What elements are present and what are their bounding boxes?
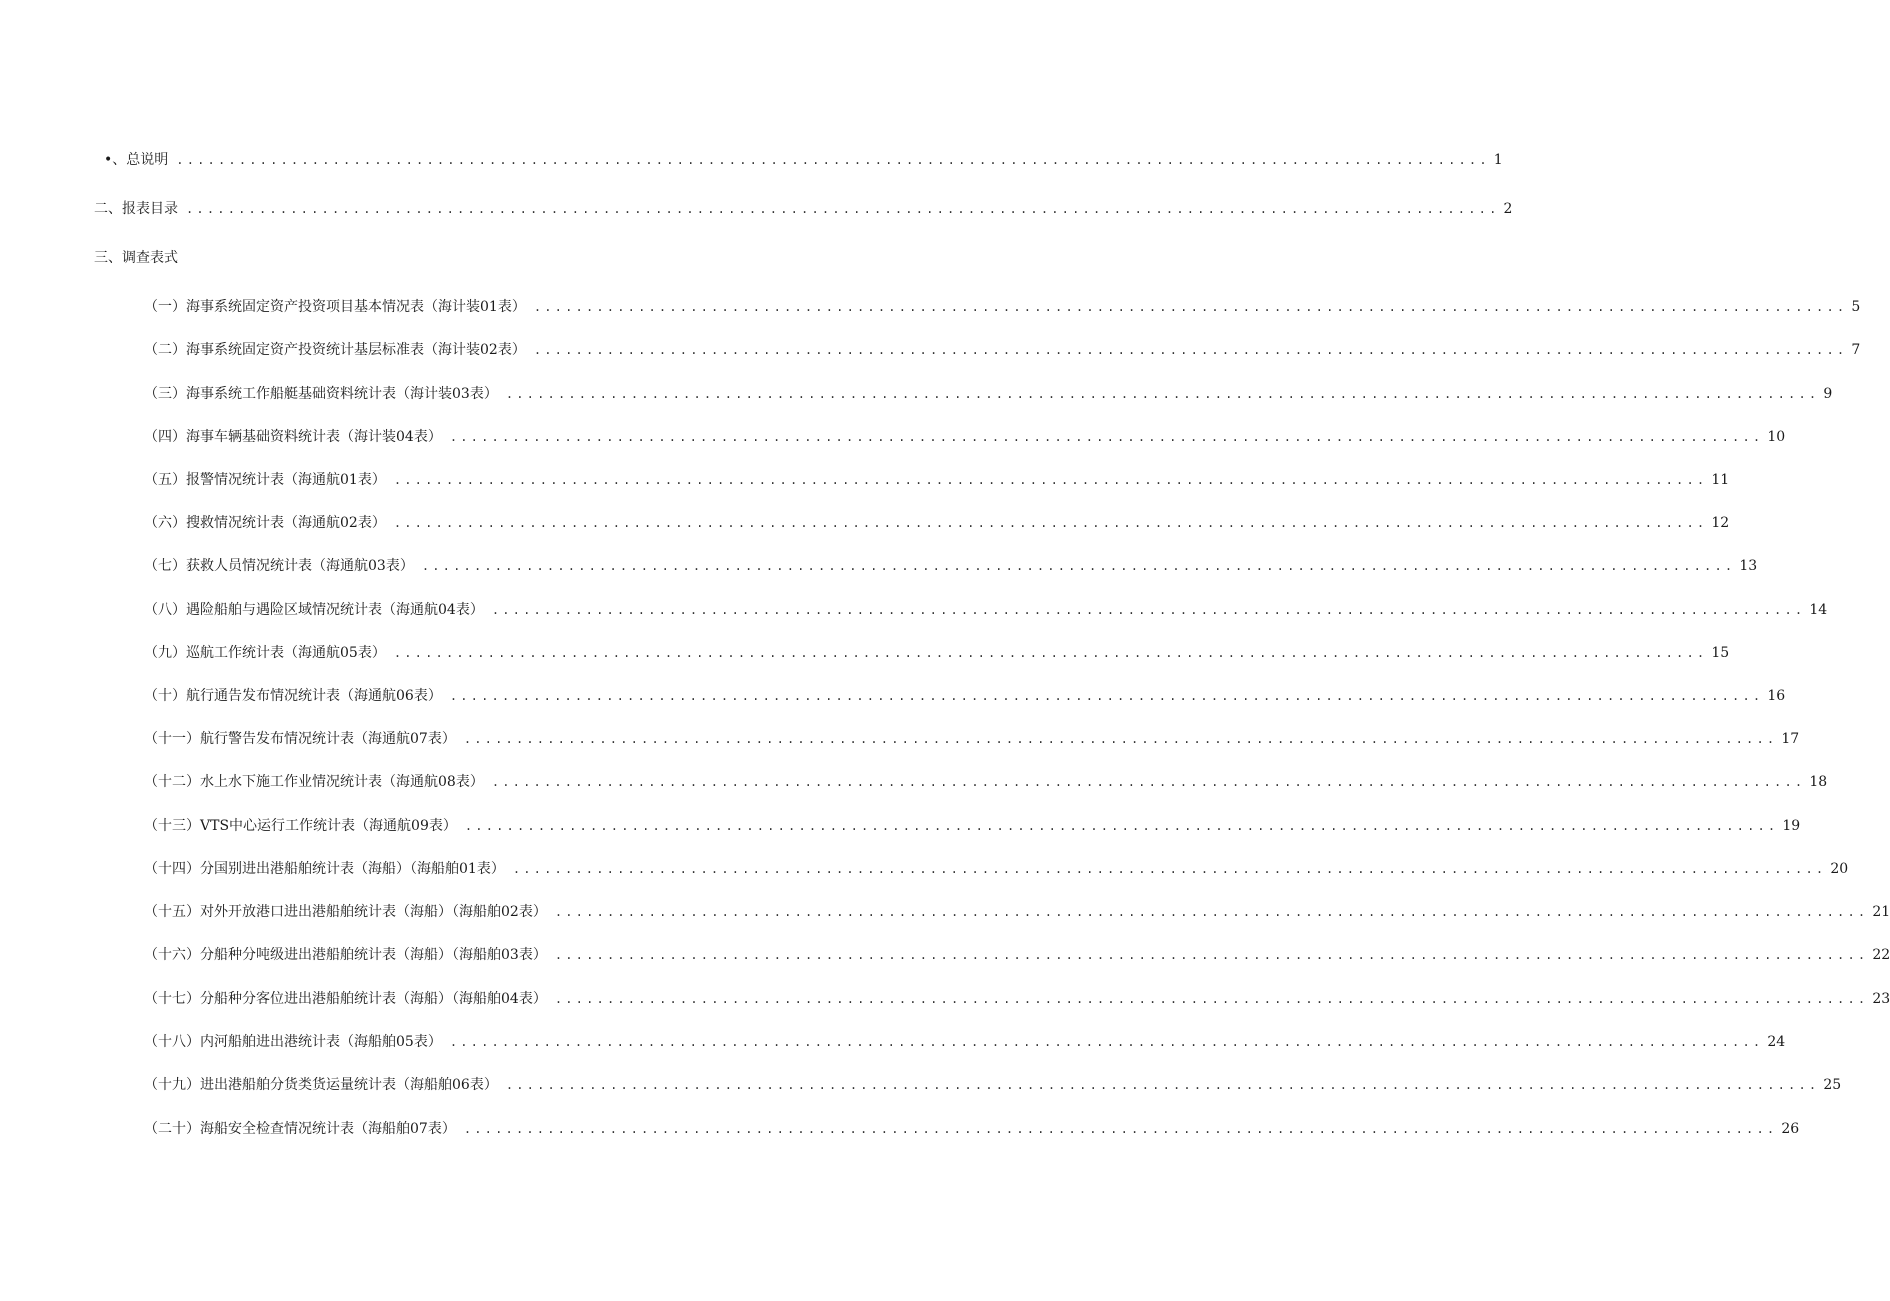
toc-entry-label: （五）报警情况统计表（海通航01表） [144,472,386,488]
toc-entry-label: （二十）海船安全检查情况统计表（海船舶07表） [144,1121,456,1137]
toc-entry-label: （四）海事车辆基础资料统计表（海计装04表） [144,429,442,445]
toc-entry[interactable] [144,340,1861,360]
toc-entry-page: 24 [1767,1034,1786,1050]
toc-entry[interactable] [144,729,1800,749]
toc-entry-page: 16 [1767,688,1786,704]
toc-leader-dots: .............................................................................................................................. [533,343,1848,357]
toc-entry-page: 25 [1823,1077,1842,1093]
toc-entry[interactable] [94,199,1513,219]
toc-section-heading-label: 三、调查表式 [94,250,178,266]
toc-entry[interactable] [144,470,1730,490]
toc-leader-dots: .............................................................................................................................. [554,948,1869,962]
toc-leader-dots: .............................................................................................................................. [449,430,1764,444]
toc-entry-page: 23 [1872,991,1890,1007]
toc-entry-label: （十六）分船种分吨级进出港船舶统计表（海船）（海船舶03表） [144,947,547,963]
toc-entry-label: （六）搜救情况统计表（海通航02表） [144,515,386,531]
toc-entry-label: （三）海事系统工作船艇基础资料统计表（海计装03表） [144,386,498,402]
toc-entry-page: 10 [1767,429,1786,445]
toc-entry-label: （十三）VTS中心运行工作统计表（海通航09表） [144,818,457,834]
toc-entry-page: 14 [1809,602,1828,618]
toc-leader-dots: .............................................................................................................................. [393,646,1708,660]
toc-entry-label: （八）遇险船舶与遇险区域情况统计表（海通航04表） [144,602,484,618]
toc-leader-dots: .............................................................................................................................. [449,1035,1764,1049]
toc-leader-dots: .............................................................................................................................. [554,905,1869,919]
toc-entry-label: （七）获救人员情况统计表（海通航03表） [144,558,414,574]
toc-section-heading[interactable] [94,248,178,268]
toc-entry[interactable] [144,600,1828,620]
toc-entry[interactable] [144,1075,1842,1095]
toc-leader-dots: .............................................................................................................................. [533,300,1848,314]
toc-leader-dots: .............................................................................................................................. [512,862,1827,876]
toc-entry[interactable] [144,945,1890,965]
toc-entry-page: 13 [1739,558,1758,574]
toc-leader-dots: .............................................................................................................................. [449,689,1764,703]
toc-entry-label: （九）巡航工作统计表（海通航05表） [144,645,386,661]
toc-entry[interactable] [144,816,1801,836]
toc-entry[interactable] [144,859,1849,879]
toc-entry-label: （十五）对外开放港口进出港船舶统计表（海船）（海船舶02表） [144,904,547,920]
toc-entry[interactable] [144,1119,1800,1139]
toc-entry-page: 11 [1711,472,1730,488]
toc-entry-page: 22 [1872,947,1890,963]
toc-entry[interactable] [144,513,1730,533]
toc-entry-page: 21 [1872,904,1890,920]
toc-entry[interactable] [144,427,1786,447]
toc-leader-dots: .............................................................................................................................. [491,603,1806,617]
toc-entry-label: （一）海事系统固定资产投资项目基本情况表（海计装01表） [144,299,526,315]
toc-leader-dots: .............................................................................................................................. [421,559,1736,573]
toc-entry-page: 7 [1851,342,1861,358]
toc-entry[interactable] [144,989,1890,1009]
toc-leader-dots: .............................................................................................................................. [491,775,1806,789]
toc-leader-dots: .............................................................................................................................. [463,732,1778,746]
toc-leader-dots: .............................................................................................................................. [393,473,1708,487]
toc-entry[interactable] [144,686,1786,706]
toc-entry[interactable] [144,902,1890,922]
toc-entry[interactable] [144,384,1833,404]
toc-entry-page: 5 [1851,299,1861,315]
toc-leader-dots: .............................................................................................................................. [186,202,1500,216]
toc-entry-page: 1 [1493,152,1503,168]
toc-entry-page: 9 [1823,386,1833,402]
toc-entry-label: （十七）分船种分客位进出港船舶统计表（海船）（海船舶04表） [144,991,547,1007]
toc-entry-page: 12 [1711,515,1730,531]
toc-entry-page: 2 [1503,201,1513,217]
toc-entry-label: （十）航行通告发布情况统计表（海通航06表） [144,688,442,704]
toc-entry-label: （十八）内河船舶进出港统计表（海船舶05表） [144,1034,442,1050]
toc-entry[interactable] [144,1032,1786,1052]
toc-leader-dots: .............................................................................................................................. [176,153,1490,167]
toc-entry[interactable] [144,556,1758,576]
toc-leader-dots: .............................................................................................................................. [393,516,1708,530]
toc-entry-label: （十九）进出港船舶分货类货运量统计表（海船舶06表） [144,1077,498,1093]
toc-entry-page: 19 [1782,818,1801,834]
toc-entry[interactable] [144,772,1828,792]
toc-leader-dots: .............................................................................................................................. [554,992,1869,1006]
toc-leader-dots: .............................................................................................................................. [505,1078,1820,1092]
toc-entry[interactable] [144,643,1730,663]
toc-entry-page: 18 [1809,774,1828,790]
toc-entry-label: （十一）航行警告发布情况统计表（海通航07表） [144,731,456,747]
toc-entry-page: 26 [1781,1121,1800,1137]
toc-entry[interactable] [144,297,1861,317]
toc-entry-label: 二、报表目录 [94,201,178,217]
toc-entry-label: （二）海事系统固定资产投资统计基层标准表（海计装02表） [144,342,526,358]
toc-entry-label: （十四）分国别进出港船舶统计表（海船）（海船舶01表） [144,861,505,877]
toc-leader-dots: .............................................................................................................................. [464,819,1779,833]
toc-leader-dots: .............................................................................................................................. [505,387,1820,401]
toc-entry[interactable] [104,150,1503,170]
toc-entry-label: （十二）水上水下施工作业情况统计表（海通航08表） [144,774,484,790]
toc-leader-dots: .............................................................................................................................. [463,1122,1778,1136]
toc-entry-page: 17 [1781,731,1800,747]
toc-entry-page: 15 [1711,645,1730,661]
toc-entry-label: •、总说明 [104,152,169,168]
toc-entry-page: 20 [1830,861,1849,877]
